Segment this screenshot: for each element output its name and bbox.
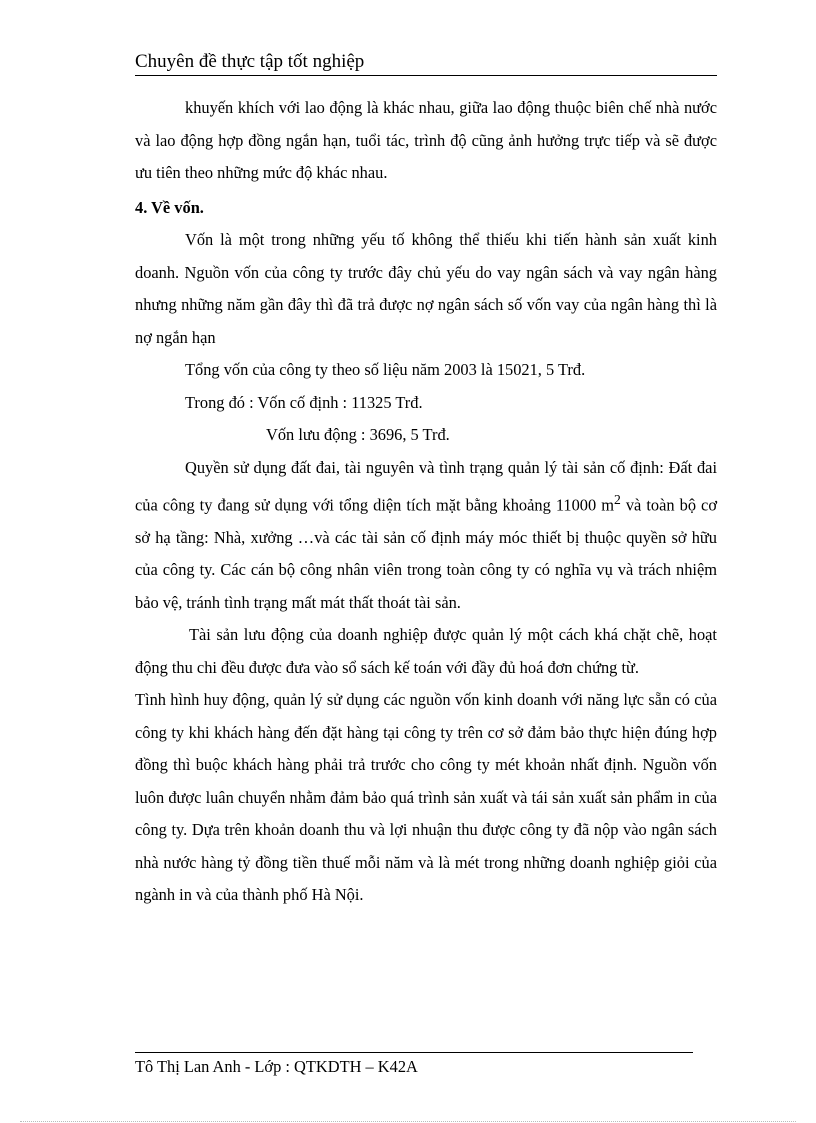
- line-fixed-capital: Trong đó : Vốn cố định : 11325 Trđ.: [185, 392, 423, 412]
- footer-author: Tô Thị Lan Anh - Lớp : QTKDTH – K42A: [135, 1057, 418, 1076]
- paragraph-fund-mobilization: Tình hình huy động, quản lý sử dụng các nguồn vốn kinh doanh với năng lực sẵn có của công ty khi khách hàng đến đặt hàng tại công ty trên cơ sở đảm bảo thực hiện đúng hợp đồng thì buộc khách hàng phải trả trước cho công ty mét khoản nhất định. Nguồn vốn luôn được luân chuyển nhằm đảm bảo quá trình sản xuất và tái sản xuất sản phẩm in của công ty. Dựa trên khoản doanh thu và lợi nhuận thu được công ty đã nộp vào ngân sách nhà nước hàng tỷ đồng tiền thuế mỗi năm và là mét trong những doanh nghiệp giỏi của ngành in và của thành phố Hà Nội.: [135, 690, 717, 905]
- line-working-capital: Vốn lưu động : 3696, 5 Trđ.: [266, 425, 450, 444]
- document-body: [135, 92, 717, 912]
- page-boundary: [20, 1121, 796, 1122]
- paragraph-capital-intro: Vốn là một trong những yếu tố không thể thiếu khi tiến hành sản xuất kinh doanh. Nguồn vốn của công ty trước đây chủ yếu do vay ngân sách và vay ngân hàng nhưng những năm gần đây thì đã trả được nợ ngân sách số vốn vay của ngân hàng thì là nợ ngắn hạn: [135, 230, 717, 347]
- header-title: Chuyên đề thực tập tốt nghiệp: [135, 51, 365, 72]
- superscript-2: 2: [613, 492, 621, 507]
- footer-divider: [135, 1052, 693, 1053]
- land-text-b: và toàn bộ cơ sở hạ tầng: Nhà, xưởng …và các tài sản cố định máy móc thiết bị thuộc quyền sở hữu của công ty. Các cán bộ công nhân viên trong toàn công ty có nghĩa vụ và trách nhiệm bảo vệ, tránh tình trạng mất mát thất thoát tài sản.: [135, 495, 717, 612]
- section-heading-capital: 4. Về vốn.: [135, 197, 204, 217]
- paragraph-incentives: khuyến khích với lao động là khác nhau, giữa lao động thuộc biên chế nhà nước và lao động hợp đồng ngắn hạn, tuổi tác, trình độ cũng ảnh hưởng trực tiếp và sẽ được ưu tiên theo những mức độ khác nhau.: [135, 98, 717, 182]
- paragraph-land-assets: [135, 452, 717, 620]
- page-header: [135, 50, 717, 76]
- page-footer: [135, 1056, 418, 1078]
- line-total-capital: Tổng vốn của công ty theo số liệu năm 2003 là 15021, 5 Trđ.: [185, 360, 586, 379]
- land-text-a: Quyền sử dụng đất đai, tài nguyên và tình trạng quản lý tài sản cố định: Đất đai của công ty đang sử dụng với tổng diện tích mặt bằng khoảng 11000 m: [135, 457, 717, 515]
- paragraph-current-assets: Tài sản lưu động của doanh nghiệp được quản lý một cách khá chặt chẽ, hoạt động thu chi đều được đưa vào sổ sách kế toán với đầy đủ hoá đơn chứng từ.: [135, 625, 717, 677]
